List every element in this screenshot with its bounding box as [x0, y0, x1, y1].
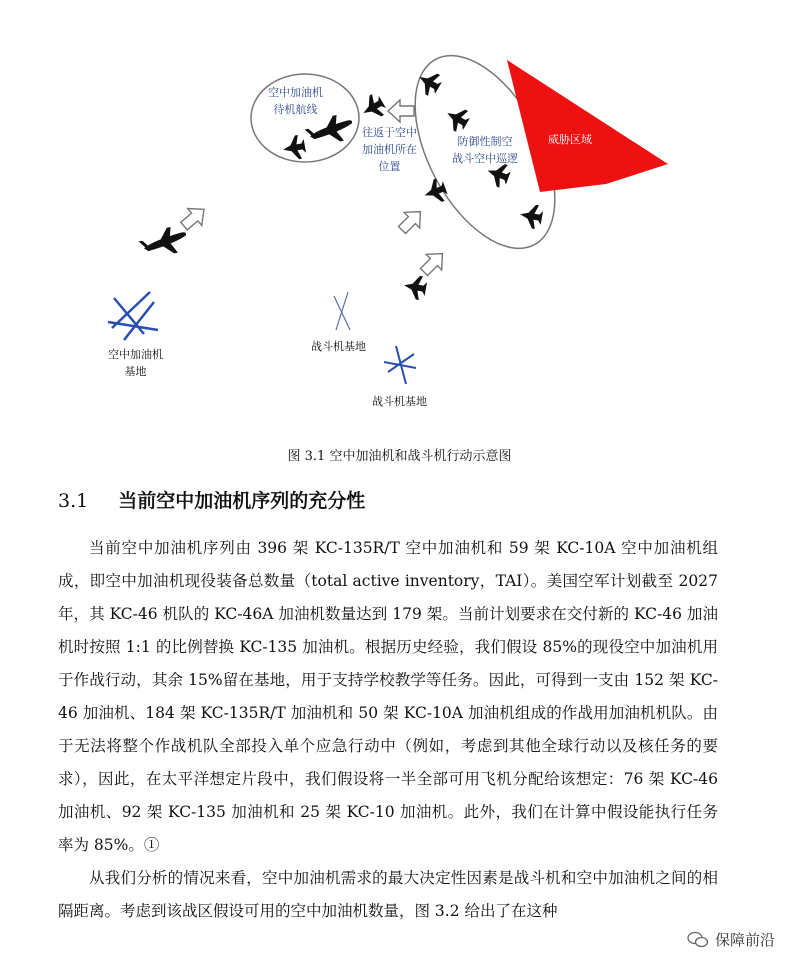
section-title: 当前空中加油机序列的充分性: [118, 490, 366, 512]
label-threat: 威胁区域: [548, 133, 592, 146]
label-line: 加油机所在: [362, 143, 417, 156]
watermark: [687, 929, 775, 950]
label-line: 防御性制空: [457, 135, 513, 148]
label-return: [362, 124, 417, 175]
label-line: 空中加油机: [108, 348, 163, 361]
paragraph: 从我们分析的情况来看，空中加油机需求的最大决定性因素是战斗机和空中加油机之间的相隔距离。考虑到该战区假设可用的空中加油机数量，图 3.2 给出了在这种: [58, 869, 718, 920]
label-fighter-base-1: 战斗机基地: [311, 340, 366, 353]
threat-area-shape: [507, 60, 668, 192]
label-line: 待机航线: [273, 103, 318, 116]
fighter-orbit-icon: [281, 134, 307, 161]
fighter-transit-icon: [420, 177, 449, 207]
fighter-cap-4-icon: [518, 202, 544, 229]
tanker-base-icon: [108, 292, 158, 340]
label-line: 空中加油机: [268, 86, 323, 99]
wechat-icon: [687, 931, 709, 949]
arrow-cap-return-icon: [394, 204, 428, 238]
arrow-to-orbit-icon: [177, 201, 211, 235]
section-heading: [58, 486, 365, 513]
label-line: 位置: [378, 160, 401, 173]
label-tanker-base: [108, 346, 163, 380]
fighter-departing-icon: [402, 273, 428, 300]
fighter-cap-2-icon: [441, 103, 472, 135]
label-cap: [452, 133, 518, 167]
watermark-text: 保障前沿: [714, 931, 775, 949]
label-line: 往返于空中: [362, 126, 417, 139]
fighter-base-2-icon: [384, 346, 416, 384]
label-tanker-orbit: [268, 84, 323, 118]
arrow-to-cap-icon: [416, 246, 450, 280]
label-fighter-base-2: 战斗机基地: [372, 395, 427, 408]
label-line: 基地: [124, 365, 147, 378]
fighter-returning-icon: [357, 92, 388, 124]
label-line: 战斗空中巡逻: [452, 152, 518, 165]
section-number: 3.1: [58, 490, 89, 512]
figure-caption: 图 3.1 空中加油机和战斗机行动示意图: [287, 449, 512, 464]
arrow-return-icon: [388, 100, 414, 122]
body-text: [58, 532, 718, 928]
fighter-base-1-icon: [334, 292, 350, 330]
tanker-transit-icon: [137, 224, 189, 260]
paragraph: 当前空中加油机序列由 396 架 KC-135R/T 空中加油机和 59 架 KC-10A 空中加油机组成，即空中加油机现役装备总数量（total active inventory，TAI）。美国空军计划截至 2027 年，其 KC-46 机队的 KC-46A 加油机数量达到 179 架。当前计划要求在交付新的 KC-46 加油机时按照 1:1 的比例替换 KC-135 加油机。根据历史经验，我们假设 85%的现役空中加油机用于作战行动，其余 15%留在基地，用于支持学校教学等任务。因此，可得到一支由 152 架 KC-46 加油机、184 架 KC-135R/T 加油机和 50 架 KC-10A 加油机组成的作战用加油机机队。由于无法将整个作战机队全部投入单个应急行动中（例如，考虑到其他全球行动以及核任务的要求），因此，在太平洋想定片段中，我们假设将一半全部可用飞机分配给该想定：76 架 KC-46 加油机、92 架 KC-135 加油机和 25 架 KC-10 加油机。此外，我们在计算中假设能执行任务率为 85%。①: [58, 539, 718, 854]
operations-diagram: [0, 0, 799, 440]
